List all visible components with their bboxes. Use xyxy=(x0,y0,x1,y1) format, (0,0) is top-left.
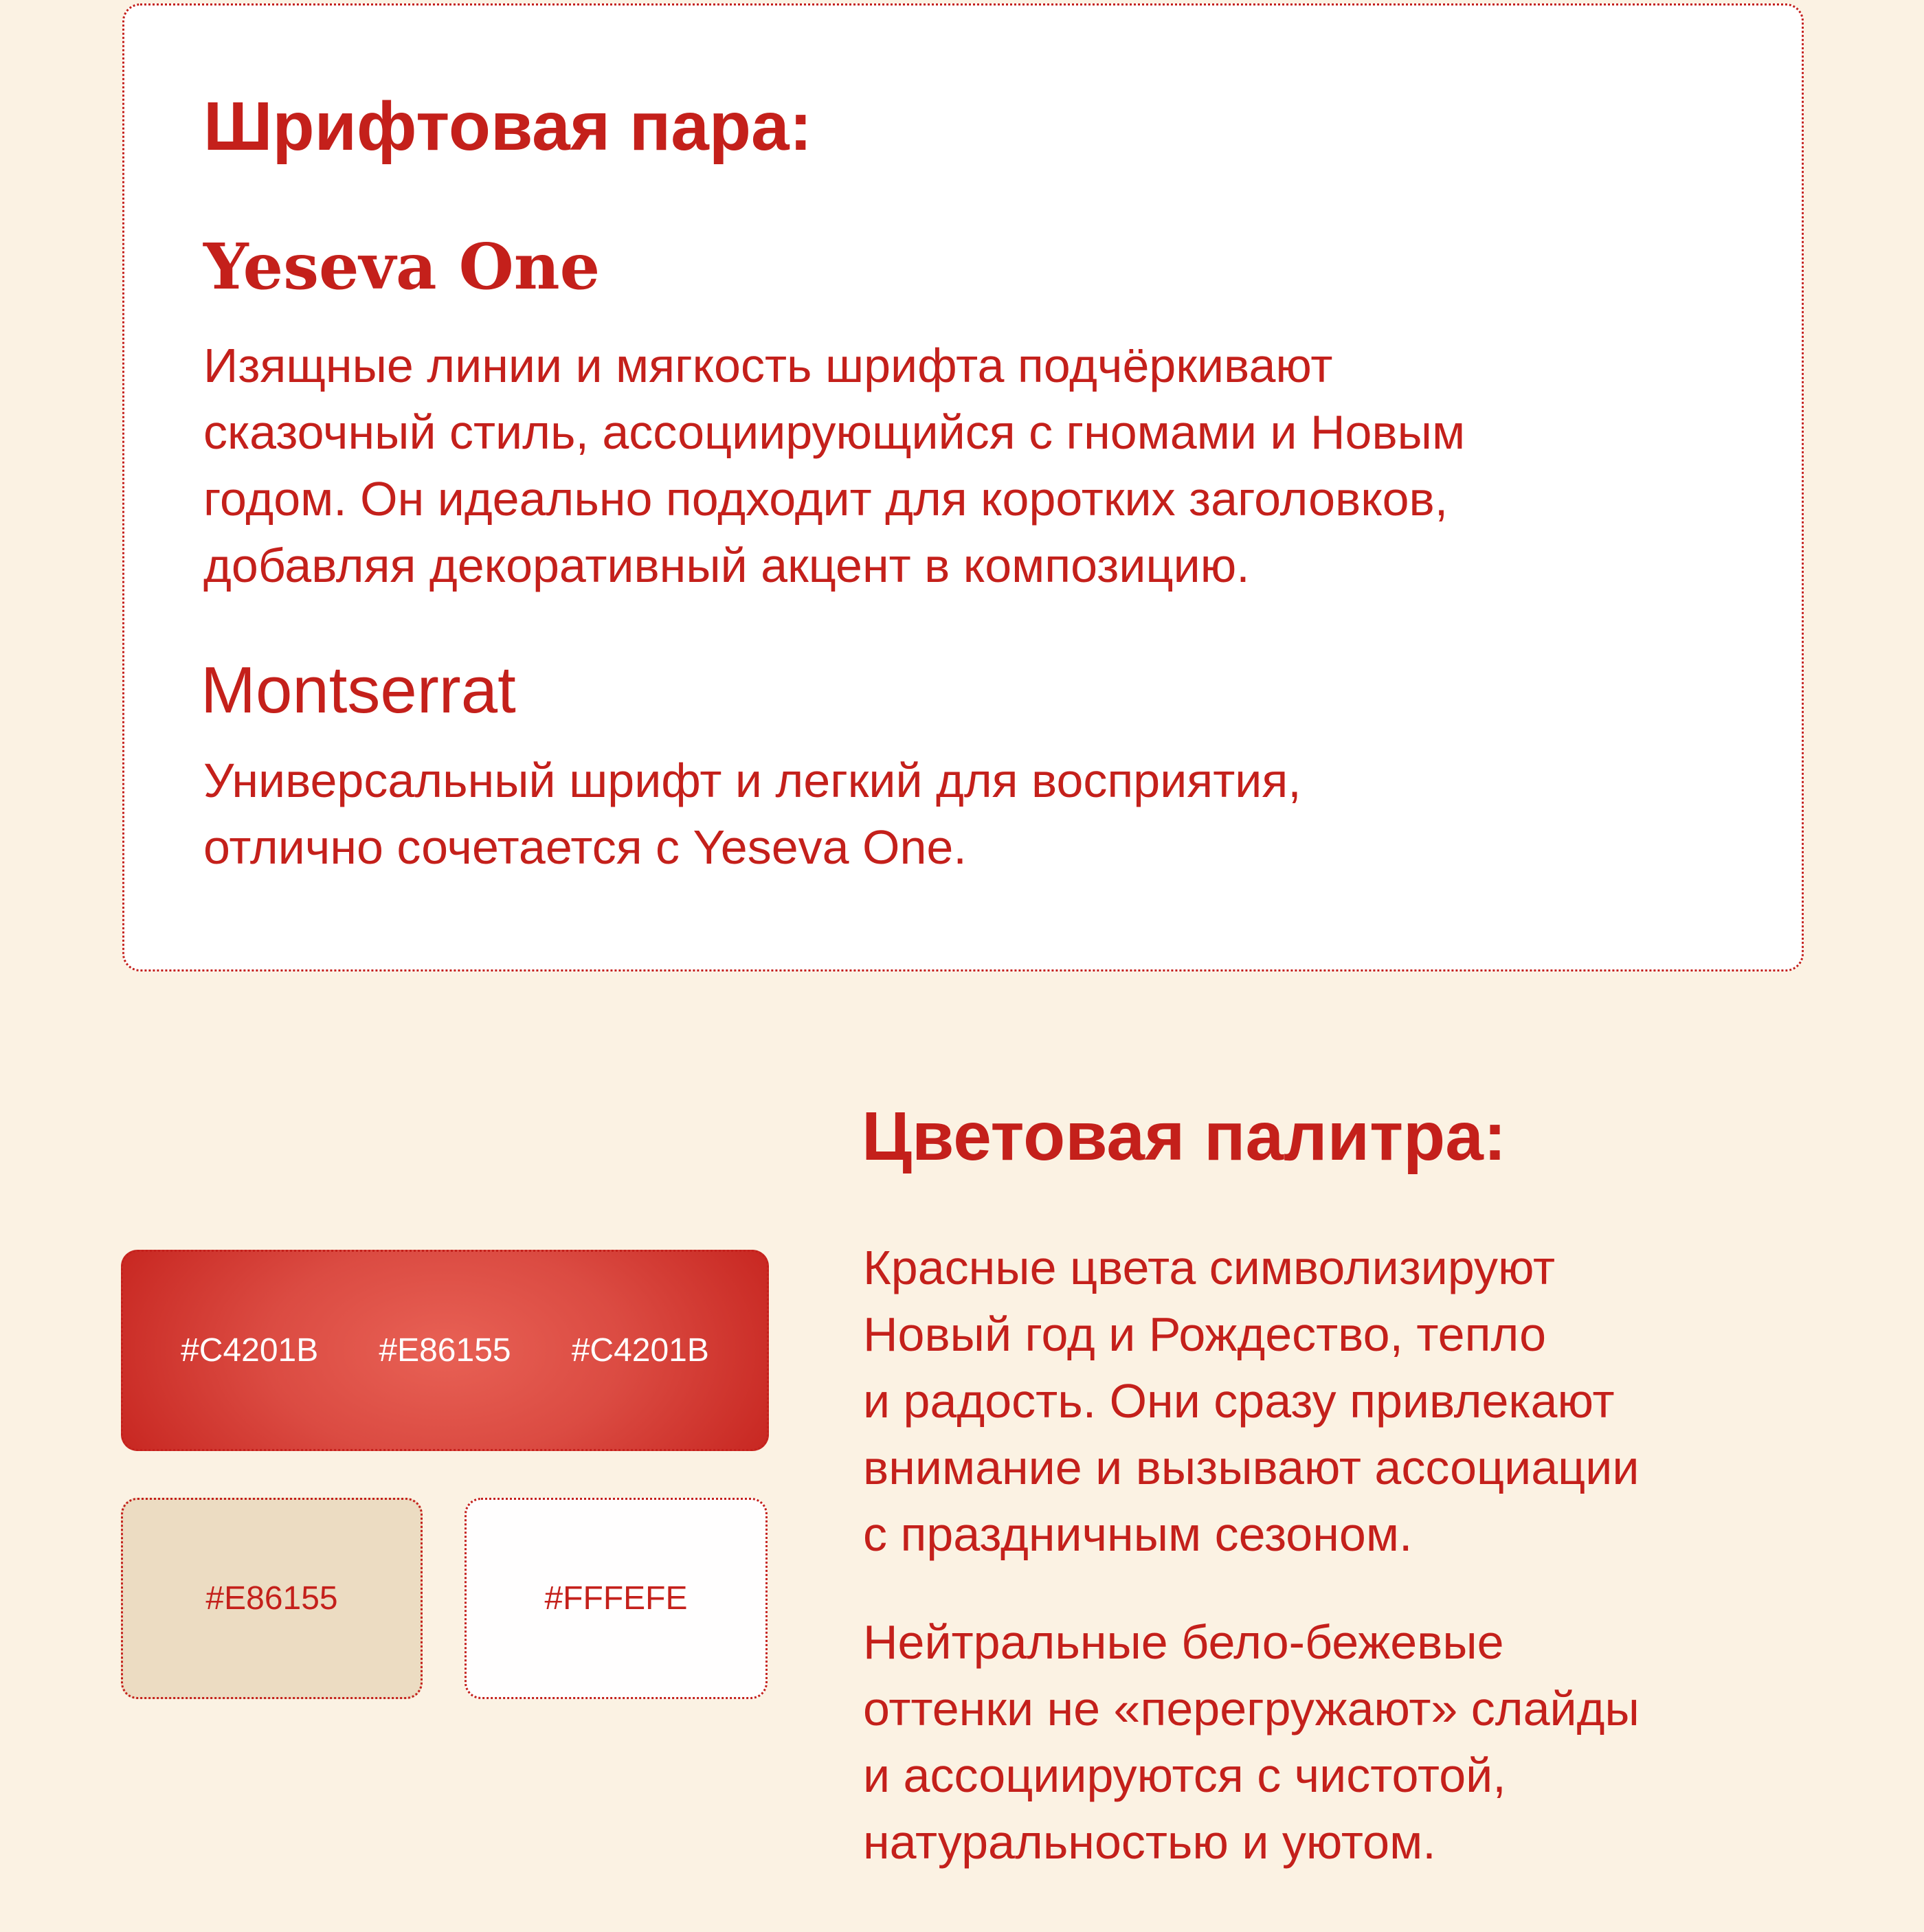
text-line: Изящные линии и мягкость шрифта подчёркивают xyxy=(203,339,1333,392)
red-gradient-swatch xyxy=(121,1250,769,1451)
swatch-code: #FFFEFE xyxy=(544,1580,688,1617)
text-line: с праздничным сезоном. xyxy=(863,1507,1413,1561)
text-line: Красные цвета символизируют xyxy=(863,1241,1556,1294)
swatch-code: #E86155 xyxy=(379,1332,511,1369)
text-line: внимание и вызывают ассоциации xyxy=(863,1441,1640,1494)
text-line: добавляя декоративный акцент в композицию. xyxy=(203,539,1250,592)
palette-paragraph-2 xyxy=(863,1609,1640,1876)
text-line: и ассоциируются с чистотой, xyxy=(863,1749,1506,1802)
font-pair-title: Шрифтовая пара: xyxy=(203,88,812,165)
palette-title: Цветовая палитра: xyxy=(862,1098,1507,1175)
font2-description xyxy=(203,748,1301,881)
text-line: натуральностью и уютом. xyxy=(863,1815,1436,1869)
text-line: сказочный стиль, ассоциирующийся с гномами и Новым xyxy=(203,405,1466,459)
text-line: оттенки не «перегружают» слайды xyxy=(863,1682,1640,1736)
text-line: отлично сочетается с Yeseva One. xyxy=(203,820,967,874)
white-swatch xyxy=(465,1498,768,1699)
text-line: Нейтральные бело-бежевые xyxy=(863,1615,1504,1669)
font1-name: Yeseva One xyxy=(203,229,601,304)
swatch-code: #C4201B xyxy=(181,1332,319,1369)
beige-swatch xyxy=(121,1498,423,1699)
text-line: и радость. Они сразу привлекают xyxy=(863,1374,1615,1428)
text-line: Новый год и Рождество, тепло xyxy=(863,1307,1547,1361)
swatch-code: #C4201B xyxy=(571,1332,709,1369)
text-line: годом. Он идеально подходит для коротких заголовков, xyxy=(203,472,1448,526)
font2-name: Montserrat xyxy=(201,653,516,727)
font1-description xyxy=(203,333,1465,599)
swatch-code: #E86155 xyxy=(205,1580,338,1617)
text-line: Универсальный шрифт и легкий для восприятия, xyxy=(203,754,1301,807)
palette-paragraph-1 xyxy=(863,1235,1639,1568)
